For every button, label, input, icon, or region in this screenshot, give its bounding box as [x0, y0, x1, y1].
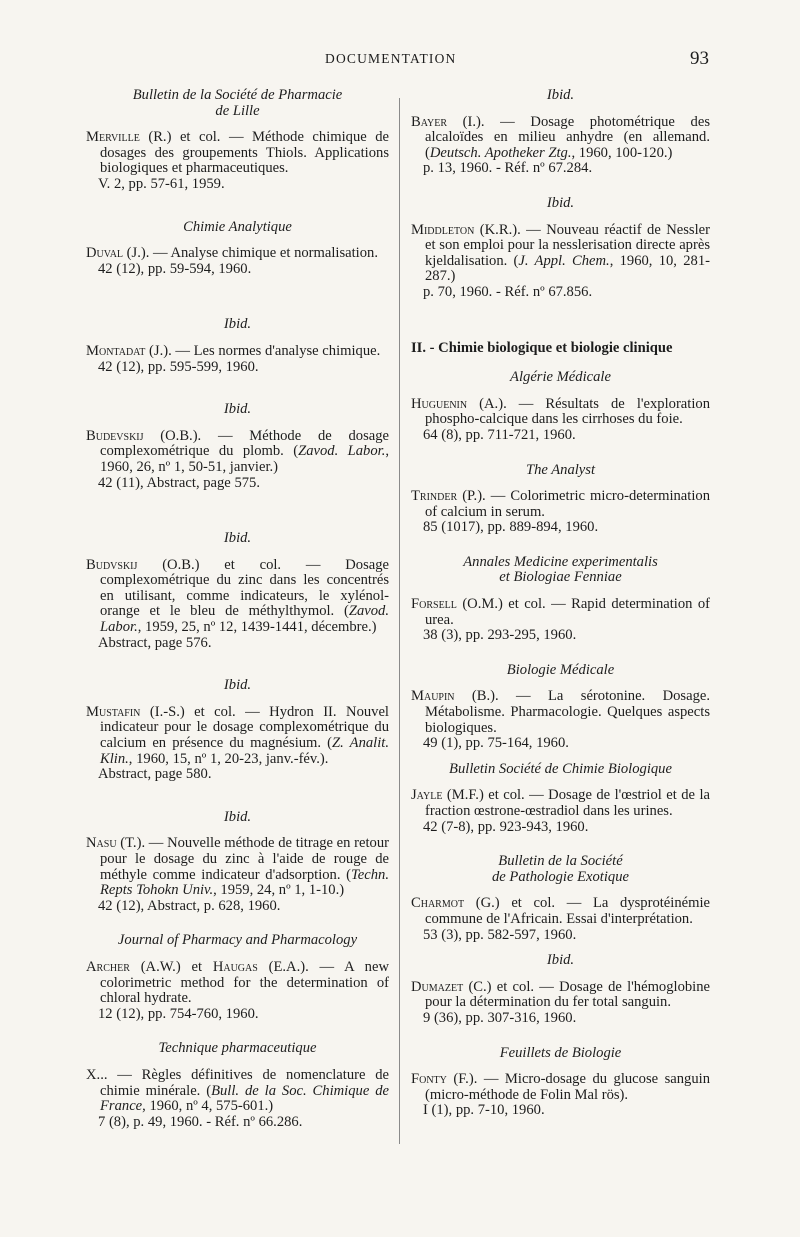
bibliography-entry: Bayer (I.). — Dosage photométrique des alcaloïdes en milieu anhydre (en allemand. (Deutsch. Apotheker Ztg., 1960, 100-120.) p. 13, 1960. - Réf. nº 67.284.: [411, 113, 710, 177]
author-name: Maupin: [411, 688, 455, 705]
bibliography-entry: Jayle (M.F.) et col. — Dosage de l'œstriol et de la fraction œstrone-œstradiol dans les urines. 42 (7-8), pp. 923-943, 1960.: [411, 787, 710, 835]
entry-reference: 42 (12), pp. 59-594, 1960.: [98, 260, 252, 277]
column-divider: [399, 98, 400, 1144]
journal-heading: Chimie Analytique: [183, 218, 292, 235]
journal-heading: Algérie Médicale: [510, 369, 611, 386]
entry-reference: Abstract, page 576.: [98, 634, 212, 651]
journal-heading: Feuillets de Biologie: [499, 1044, 622, 1061]
bibliography-entry: Duval (J.). — Analyse chimique et normalisation. 42 (12), pp. 59-594, 1960.: [86, 246, 389, 277]
entry-reference: 38 (3), pp. 293-295, 1960.: [423, 627, 577, 644]
author-name: Nasu: [86, 835, 117, 852]
author-name: Budvskij: [86, 556, 138, 573]
journal-heading: Annales Medicine experimentalis et Biologiae Fenniae: [463, 553, 658, 586]
bibliography-entry: Fonty (F.). — Micro-dosage du glucose sanguin (micro-méthode de Folin Mal rös). I (1), pp. 7-10, 1960.: [411, 1071, 710, 1119]
entry-reference: 49 (1), pp. 75-164, 1960.: [423, 735, 569, 752]
author-name: Trinder: [411, 488, 458, 505]
journal-heading: Bulletin Société de Chimie Biologique: [449, 760, 672, 777]
left-column: [86, 88, 389, 1130]
journal-heading: Biologie Médicale: [506, 661, 615, 678]
journal-heading: Ibid.: [223, 401, 252, 418]
bibliography-entry: Nasu (T.). — Nouvelle méthode de titrage en retour pour le dosage du zinc à l'aide de rouge de méthyle comme indicateur d'adsorption. (Techn. Repts Tohokn Univ., 1959, 24, nº 1, 1-10.) 42 (12), Abstract, p. 628, 1960.: [86, 835, 389, 914]
journal-heading: Ibid.: [546, 952, 575, 969]
journal-heading: The Analyst: [525, 461, 596, 478]
entry-reference: p. 70, 1960. - Réf. nº 67.856.: [423, 283, 593, 300]
journal-heading: Ibid.: [223, 808, 252, 825]
author-name: Fonty: [411, 1071, 447, 1088]
bibliography-entry: Maupin (B.). — La sérotonine. Dosage. Métabolisme. Pharmacologie. Quelques aspects biologiques. 49 (1), pp. 75-164, 1960.: [411, 688, 710, 752]
author-name: Archer: [86, 958, 130, 975]
entry-reference: p. 13, 1960. - Réf. nº 67.284.: [423, 160, 593, 177]
author-name: Huguenin: [411, 395, 468, 412]
bibliography-entry: Forsell (O.M.) et col. — Rapid determination of urea. 38 (3), pp. 293-295, 1960.: [411, 596, 710, 644]
bibliography-entry: Merville (R.) et col. — Méthode chimique de dosages des groupements Thiols. Applications biologiques et pharmaceutiques. V. 2, pp. 57-61, 1959.: [86, 129, 389, 192]
bibliography-entry: Charmot (G.) et col. — La dysprotéinémie commune de l'Africain. Essai d'interprétation. 53 (3), pp. 582-597, 1960.: [411, 895, 710, 943]
journal-heading: Bulletin de la Société de Pharmacie de Lille: [132, 87, 343, 119]
author-name: Montadat: [86, 342, 146, 359]
entry-reference: 12 (12), pp. 754-760, 1960.: [98, 1005, 259, 1022]
section-title: II. - Chimie biologique et biologie clinique: [411, 339, 673, 356]
entry-reference: 9 (36), pp. 307-316, 1960.: [423, 1009, 577, 1026]
entry-reference: 42 (11), Abstract, page 575.: [98, 474, 260, 491]
journal-heading: Ibid.: [223, 530, 252, 547]
bibliography-entry: Middleton (K.R.). — Nouveau réactif de Nessler et son emploi pour la nesslerisation directe après kjeldalisation. (J. Appl. Chem., 1960, 10, 281-287.) p. 70, 1960. - Réf. nº 67.856.: [411, 221, 710, 300]
bibliography-entry: Budevskij (O.B.). — Méthode de dosage complexométrique du plomb. (Zavod. Labor., 1960, 26, nº 1, 50-51, janvier.) 42 (11), Abstract, page 575.: [86, 427, 390, 491]
journal-heading: Ibid.: [546, 87, 575, 103]
author-name: Merville: [86, 129, 140, 146]
journal-heading: Bulletin de la Société de Pathologie Exotique: [492, 853, 629, 885]
author-name: Charmot: [411, 895, 465, 912]
entry-reference: 42 (12), Abstract, p. 628, 1960.: [98, 897, 281, 914]
author-name: Mustafin: [86, 703, 141, 720]
bibliography-entry: Dumazet (C.) et col. — Dosage de l'hémoglobine pour la détermination du fer total sanguin. 9 (36), pp. 307-316, 1960.: [411, 978, 710, 1026]
entry-reference: 42 (7-8), pp. 923-943, 1960.: [423, 818, 589, 835]
entry-reference: 53 (3), pp. 582-597, 1960.: [423, 926, 577, 943]
author-name: Forsell: [411, 596, 457, 613]
bibliography-entry: Huguenin (A.). — Résultats de l'exploration phospho-calcique dans les cirrhoses du foie. 64 (8), pp. 711-721, 1960.: [411, 395, 710, 443]
author-name: Jayle: [411, 787, 443, 804]
entry-reference: V. 2, pp. 57-61, 1959.: [98, 175, 225, 192]
entry-reference: 7 (8), p. 49, 1960. - Réf. nº 66.286.: [98, 1113, 303, 1130]
author-name: Middleton: [411, 221, 475, 238]
bibliography-entry: Montadat (J.). — Les normes d'analyse chimique. 42 (12), pp. 595-599, 1960.: [86, 344, 389, 375]
author-name: Dumazet: [411, 978, 464, 995]
entry-reference: Abstract, page 580.: [98, 766, 212, 783]
journal-heading: Ibid.: [223, 316, 252, 333]
journal-heading: Journal of Pharmacy and Pharmacology: [117, 932, 358, 949]
bibliography-entry: Trinder (P.). — Colorimetric micro-determination of calcium in serum. 85 (1017), pp. 889-894, 1960.: [411, 488, 710, 536]
author-name: Haugas: [212, 958, 258, 975]
bibliography-entry: X... — Règles définitives de nomenclature de chimie minérale. (Bull. de la Soc. Chimique de France, 1960, nº 4, 575-601.) 7 (8), p. 49, 1960. - Réf. nº 66.286.: [86, 1066, 389, 1130]
journal-heading: Ibid.: [546, 194, 575, 211]
bibliography-entry: Budvskij (O.B.) et col. — Dosage complexométrique du zinc dans les concentrés en utilisant, comme indicateurs, le xylénol-orange et le bleu de méthylthymol. (Zavod. Labor., 1959, 25, nº 12, 1439-1441, décembre.) Abstract, page 576.: [86, 556, 389, 651]
page-number: 93: [690, 48, 709, 69]
bibliography-entry: Mustafin (I.-S.) et col. — Hydron II. Nouvel indicateur pour le dosage complexométrique du calcium en présence du magnésium. (Z. Analit. Klin., 1960, 15, nº 1, 20-23, janv.-fév.). Abstract, page 580.: [86, 703, 389, 783]
running-title: DOCUMENTATION: [325, 51, 457, 66]
author-name: Bayer: [411, 113, 448, 130]
author-name: Budevskij: [86, 427, 144, 444]
journal-heading: Technique pharmaceutique: [158, 1040, 317, 1057]
entry-reference: 85 (1017), pp. 889-894, 1960.: [423, 519, 599, 536]
author-name: X...: [86, 1066, 108, 1083]
right-column: [411, 88, 710, 1119]
running-header: [0, 50, 800, 72]
author-name: Duval: [86, 245, 124, 262]
entry-reference: 64 (8), pp. 711-721, 1960.: [423, 426, 576, 443]
journal-heading: Ibid.: [223, 677, 252, 694]
entry-reference: I (1), pp. 7-10, 1960.: [423, 1102, 545, 1119]
bibliography-entry: Archer (A.W.) et Haugas (E.A.). — A new colorimetric method for the determination of chloral hydrate. 12 (12), pp. 754-760, 1960.: [86, 958, 389, 1022]
entry-reference: 42 (12), pp. 595-599, 1960.: [98, 358, 259, 375]
